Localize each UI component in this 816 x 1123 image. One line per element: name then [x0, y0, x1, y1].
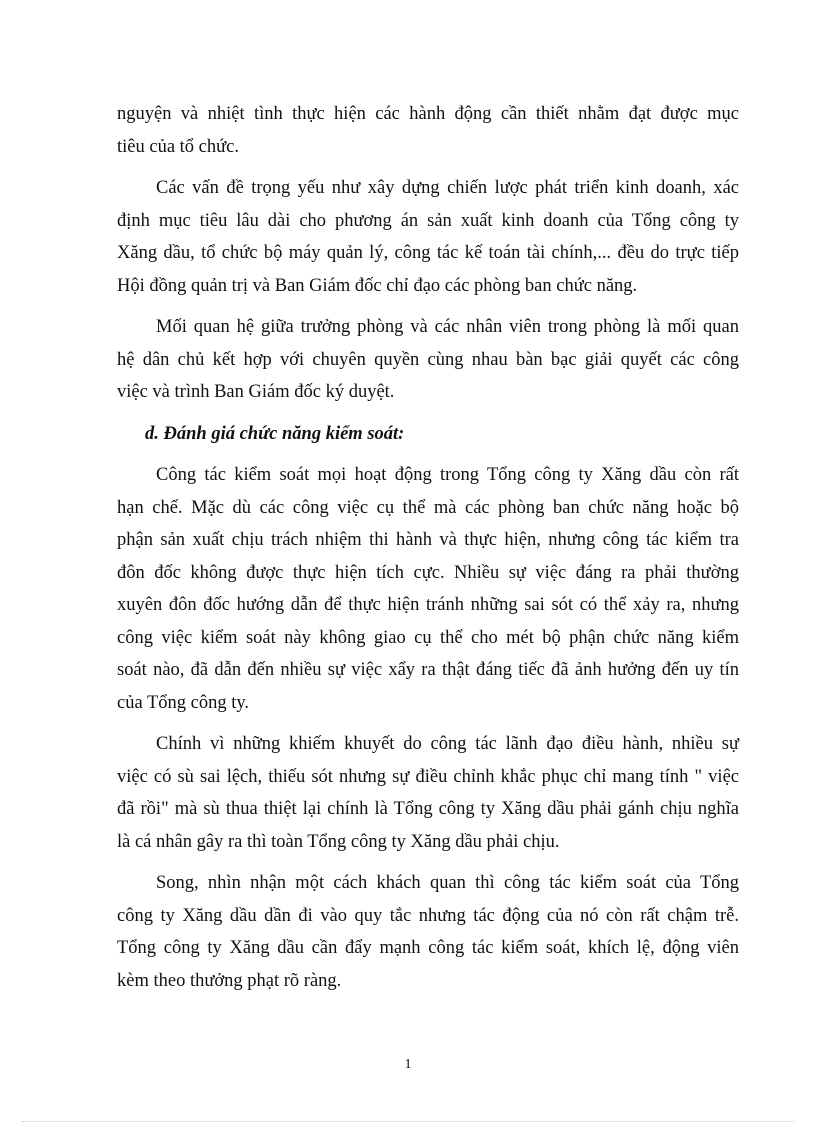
text-line: hạn chế. Mặc dù các công việc cụ thể mà các phòng ban chức năng hoặc bộ	[117, 497, 739, 518]
text-line: soát nào, đã dẫn đến nhiều sự việc xẩy ra thật đáng tiếc đã ảnh hưởng đến uy tín	[117, 660, 739, 680]
paragraph-1	[117, 98, 739, 163]
page-number: 1	[404, 1057, 412, 1072]
text-line: hệ dân chủ kết hợp với chuyên quyền cùng nhau bàn bạc giải quyết các công	[117, 349, 739, 370]
page-bottom-divider	[22, 1121, 794, 1122]
paragraph-6	[117, 867, 739, 997]
text-line: công việc kiểm soát này không giao cụ thể cho mét bộ phận chức năng kiểm	[117, 627, 739, 648]
section-heading: d. Đánh giá chức năng kiểm soát:	[145, 423, 405, 444]
text-line: xuyên đôn đốc hướng dẫn để thực hiện tránh những sai sót có thể xảy ra, nhưng	[117, 595, 739, 615]
paragraph-3	[117, 311, 739, 409]
text-line: Tổng công ty Xăng dầu cần đẩy mạnh công tác kiểm soát, khích lệ, động viên	[117, 938, 739, 958]
paragraph-4	[117, 459, 739, 719]
text-line: Mối quan hệ giữa trưởng phòng và các nhân viên trong phòng là mối quan	[156, 317, 739, 337]
text-line: Công tác kiểm soát mọi hoạt động trong Tổng công ty Xăng dầu còn rất	[156, 465, 739, 485]
text-line: là cá nhân gây ra thì toàn Tổng công ty Xăng dầu phải chịu.	[117, 831, 560, 852]
text-line: Xăng dầu, tổ chức bộ máy quản lý, công tác kế toán tài chính,... đều do trực tiếp	[117, 243, 739, 263]
text-line: tiêu của tổ chức.	[117, 136, 240, 157]
text-line: kèm theo thưởng phạt rõ ràng.	[117, 970, 342, 991]
paragraph-2	[117, 172, 739, 302]
paragraph-5	[117, 728, 739, 858]
text-line: đôn đốc không được thực hiện tích cực. Nhiều sự việc đáng ra phải thường	[117, 562, 739, 583]
text-line: phận sản xuất chịu trách nhiệm thi hành và thực hiện, nhưng công tác kiểm tra	[117, 530, 739, 550]
text-line: công ty Xăng dầu dần đi vào quy tắc nhưng tác động của nó còn rất chậm trễ.	[117, 905, 739, 926]
text-line: Chính vì những khiếm khuyết do công tác lãnh đạo điều hành, nhiều sự	[156, 734, 739, 754]
text-line: Các vấn đề trọng yếu như xây dựng chiến lược phát triển kinh doanh, xác	[156, 178, 739, 198]
text-line: nguyện và nhiệt tình thực hiện các hành động cần thiết nhằm đạt được mục	[117, 104, 739, 124]
text-line: của Tổng công ty.	[117, 692, 250, 713]
text-line: Hội đồng quản trị và Ban Giám đốc chỉ đạo các phòng ban chức năng.	[117, 275, 638, 296]
text-line: việc và trình Ban Giám đốc ký duyệt.	[117, 382, 395, 402]
text-line: Song, nhìn nhận một cách khách quan thì công tác kiểm soát của Tổng	[156, 873, 739, 893]
text-line: định mục tiêu lâu dài cho phương án sản xuất kinh doanh của Tổng công ty	[117, 210, 739, 231]
body-text	[117, 98, 739, 1006]
text-line: đã rồi" mà sù thua thiệt lại chính là Tổng công ty Xăng dầu phải gánh chịu nghĩa	[117, 799, 739, 819]
text-line: việc có sù sai lệch, thiếu sót nhưng sự điều chỉnh khắc phục chỉ mang tính " việc	[117, 766, 739, 787]
